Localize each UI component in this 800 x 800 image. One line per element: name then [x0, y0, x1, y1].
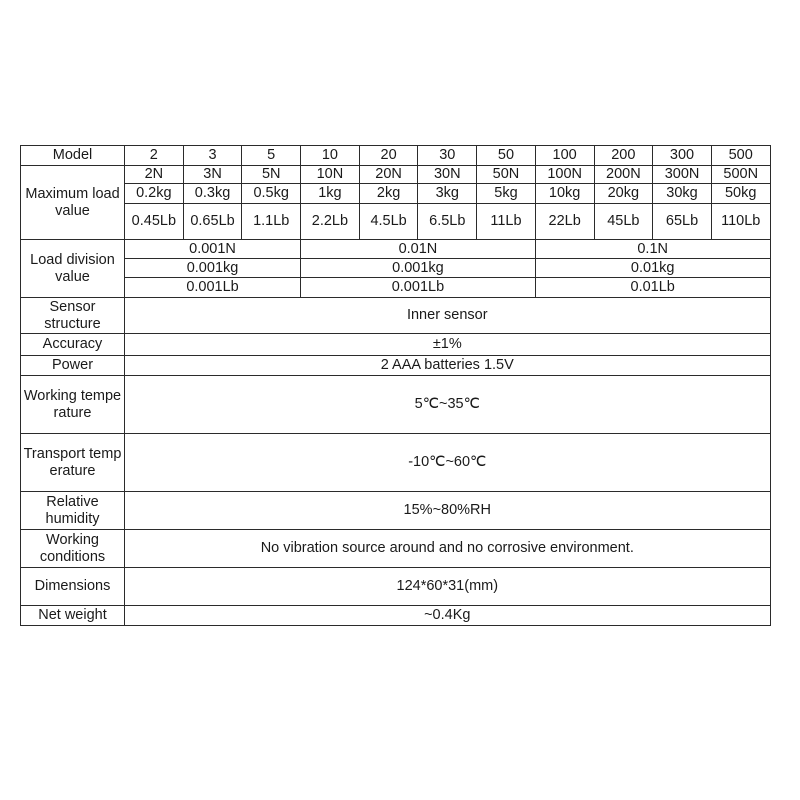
spec-label: Accuracy: [21, 334, 125, 356]
load-division-kg-cell: 0.01kg: [535, 259, 770, 278]
spec-label: Sensor structure: [21, 298, 125, 334]
spec-row-working-temperature: [21, 376, 771, 434]
load-division-label: Load division value: [21, 240, 125, 298]
max-load-kg-cell: 5kg: [477, 184, 536, 204]
max-load-kg-cell: 30kg: [653, 184, 712, 204]
specification-table: [20, 145, 771, 626]
spec-row-net-weight: [21, 606, 771, 626]
load-division-newton-cell: 0.001N: [125, 240, 301, 259]
spec-value: ±1%: [125, 334, 771, 356]
load-division-lb-cell: 0.001Lb: [125, 278, 301, 298]
model-cell: 2: [125, 146, 184, 166]
max-load-newton-cell: 2N: [125, 166, 184, 184]
max-load-kg-cell: 10kg: [535, 184, 594, 204]
load-division-lb-cell: 0.01Lb: [535, 278, 770, 298]
max-load-lb-cell: 0.45Lb: [125, 204, 184, 240]
max-load-lb-row: [21, 204, 771, 240]
max-load-newton-cell: 10N: [301, 166, 360, 184]
max-load-newton-cell: 500N: [711, 166, 770, 184]
spec-row-transport-temperature: [21, 434, 771, 492]
load-division-kg-row: [21, 259, 771, 278]
max-load-kg-row: [21, 184, 771, 204]
max-load-newton-cell: 3N: [183, 166, 242, 184]
load-division-lb-cell: 0.001Lb: [301, 278, 536, 298]
model-cell: 3: [183, 146, 242, 166]
spec-value: ~0.4Kg: [125, 606, 771, 626]
model-cell: 5: [242, 146, 301, 166]
max-load-label: Maximum load value: [21, 166, 125, 240]
max-load-lb-cell: 2.2Lb: [301, 204, 360, 240]
spec-label: Transport temperature: [21, 434, 125, 492]
max-load-newton-cell: 300N: [653, 166, 712, 184]
spec-row-sensor-structure: [21, 298, 771, 334]
spec-value: -10℃~60℃: [125, 434, 771, 492]
max-load-kg-cell: 0.5kg: [242, 184, 301, 204]
model-cell: 30: [418, 146, 477, 166]
model-cell: 50: [477, 146, 536, 166]
spec-value: 124*60*31(mm): [125, 568, 771, 606]
max-load-kg-cell: 50kg: [711, 184, 770, 204]
max-load-kg-cell: 0.2kg: [125, 184, 184, 204]
max-load-newton-row: [21, 166, 771, 184]
spec-row-relative-humidity: [21, 492, 771, 530]
spec-label: Relative humidity: [21, 492, 125, 530]
max-load-lb-cell: 4.5Lb: [359, 204, 418, 240]
max-load-lb-cell: 11Lb: [477, 204, 536, 240]
model-cell: 20: [359, 146, 418, 166]
spec-row-power: [21, 356, 771, 376]
load-division-kg-cell: 0.001kg: [301, 259, 536, 278]
spec-label: Working temperature: [21, 376, 125, 434]
max-load-newton-cell: 30N: [418, 166, 477, 184]
max-load-lb-cell: 110Lb: [711, 204, 770, 240]
spec-value: 5℃~35℃: [125, 376, 771, 434]
max-load-newton-cell: 5N: [242, 166, 301, 184]
spec-value: Inner sensor: [125, 298, 771, 334]
load-division-newton-cell: 0.1N: [535, 240, 770, 259]
max-load-lb-cell: 45Lb: [594, 204, 653, 240]
model-cell: 10: [301, 146, 360, 166]
spec-label: Net weight: [21, 606, 125, 626]
max-load-lb-cell: 6.5Lb: [418, 204, 477, 240]
max-load-kg-cell: 20kg: [594, 184, 653, 204]
model-cell: 500: [711, 146, 770, 166]
max-load-kg-cell: 3kg: [418, 184, 477, 204]
load-division-lb-row: [21, 278, 771, 298]
max-load-kg-cell: 2kg: [359, 184, 418, 204]
spec-value: No vibration source around and no corrosive environment.: [125, 530, 771, 568]
max-load-newton-cell: 50N: [477, 166, 536, 184]
max-load-lb-cell: 65Lb: [653, 204, 712, 240]
model-cell: 100: [535, 146, 594, 166]
spec-label: Working conditions: [21, 530, 125, 568]
max-load-newton-cell: 100N: [535, 166, 594, 184]
spec-label: Dimensions: [21, 568, 125, 606]
max-load-kg-cell: 0.3kg: [183, 184, 242, 204]
load-division-newton-row: [21, 240, 771, 259]
model-row: [21, 146, 771, 166]
max-load-lb-cell: 1.1Lb: [242, 204, 301, 240]
load-division-newton-cell: 0.01N: [301, 240, 536, 259]
max-load-kg-cell: 1kg: [301, 184, 360, 204]
spec-value: 15%~80%RH: [125, 492, 771, 530]
max-load-lb-cell: 0.65Lb: [183, 204, 242, 240]
model-header: Model: [21, 146, 125, 166]
max-load-lb-cell: 22Lb: [535, 204, 594, 240]
spec-label: Power: [21, 356, 125, 376]
spec-value: 2 AAA batteries 1.5V: [125, 356, 771, 376]
model-cell: 300: [653, 146, 712, 166]
spec-row-dimensions: [21, 568, 771, 606]
max-load-newton-cell: 200N: [594, 166, 653, 184]
max-load-newton-cell: 20N: [359, 166, 418, 184]
spec-row-accuracy: [21, 334, 771, 356]
model-cell: 200: [594, 146, 653, 166]
spec-row-working-conditions: [21, 530, 771, 568]
load-division-kg-cell: 0.001kg: [125, 259, 301, 278]
